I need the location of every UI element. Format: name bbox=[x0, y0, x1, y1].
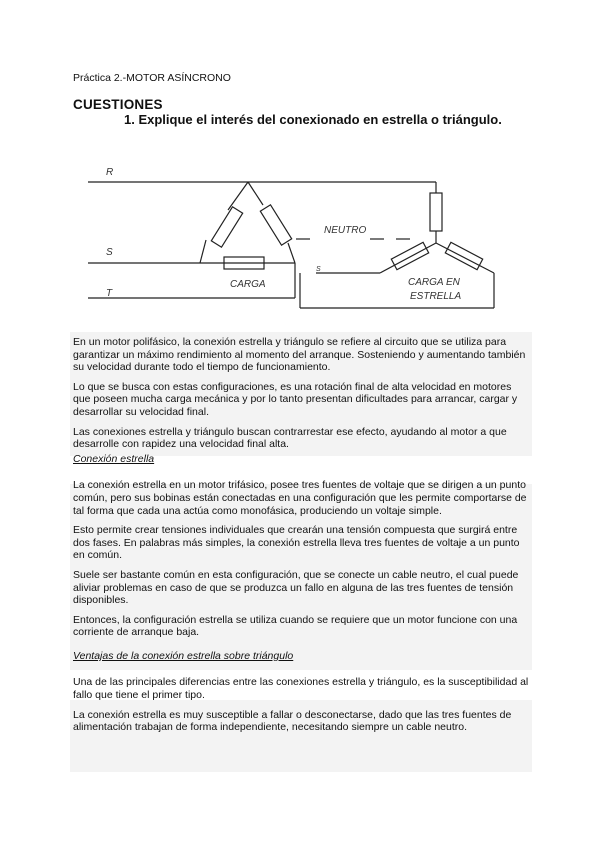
paragraph: Una de las principales diferencias entre las conexiones estrella y triángulo, es la susceptibilidad al fallo que tiene el primer tipo. bbox=[73, 676, 529, 702]
delta-resistor-right bbox=[260, 205, 291, 245]
paragraph: Entonces, la configuración estrella se utiliza cuando se requiere que un motor funcione con una corriente de arranque baja. bbox=[73, 613, 518, 639]
paragraph: Esto permite crear tensiones individuales que crearán una tensión compuesta que surgirá entre dos fases. En palabras más simples, la conexión estrella lleva tres fuentes de voltaje a un punto en común. bbox=[73, 524, 520, 562]
connection-diagram bbox=[88, 155, 528, 320]
label-carga-estrella-2: ESTRELLA bbox=[410, 291, 462, 302]
label-carga-estrella-1: CARGA EN bbox=[408, 277, 460, 288]
intro-paragraphs bbox=[73, 336, 531, 741]
section-title: CUESTIONES bbox=[73, 97, 163, 112]
paragraph: Lo que se busca con estas configuraciones, es una rotación final de alta velocidad en motores que poseen mucha carga mecánica y por lo tanto presentan dificultades para arrancar, cargar y desarrollar su velocidad final. bbox=[73, 380, 518, 418]
subheading-conexion-estrella: Conexión estrella bbox=[73, 452, 155, 465]
question-heading: 1. Explique el interés del conexionado en estrella o triángulo. bbox=[124, 112, 502, 127]
label-s: S bbox=[106, 247, 113, 258]
paragraph: La conexión estrella en un motor trifásico, posee tres fuentes de voltaje que se dirigen a un punto común, pero sus bobinas están conectadas en una configuración que les permite comportarse de tal forma que cada una actúa como monofásica, produciendo un voltaje simple. bbox=[73, 479, 527, 517]
star-resistor-left bbox=[391, 242, 428, 269]
label-carga: CARGA bbox=[230, 279, 266, 290]
delta-resistor-left bbox=[211, 207, 242, 247]
label-t: T bbox=[106, 288, 113, 299]
paragraph: En un motor polifásico, la conexión estrella y triángulo se refiere al circuito que se utiliza para garantizar un máximo rendimiento al momento del arranque. Sosteniendo y aumentando también su velocidad durante todo el tiempo de funcionamiento. bbox=[73, 336, 526, 374]
label-neutro: NEUTRO bbox=[324, 225, 367, 236]
document-header: Práctica 2.-MOTOR ASÍNCRONO bbox=[73, 72, 231, 84]
paragraph: Las conexiones estrella y triángulo buscan contrarrestar ese efecto, ayudando al motor a que desarrolle con rapidez una velocidad final alta. bbox=[73, 425, 507, 451]
subheading-ventajas: Ventajas de la conexión estrella sobre triángulo bbox=[73, 649, 294, 662]
star-resistor-top bbox=[430, 193, 442, 231]
label-s-star: S bbox=[316, 266, 321, 273]
star-resistor-right bbox=[445, 242, 482, 269]
paragraph: La conexión estrella es muy susceptible a fallar o desconectarse, dado que las tres fuentes de alimentación trabajan de forma independiente, necesitando siempre un cable neutro. bbox=[73, 708, 512, 734]
paragraph: Suele ser bastante común en esta configuración, que se conecte un cable neutro, el cual puede aliviar problemas en caso de que se produzca un fallo en alguna de las tres fuentes de tensión disponibles. bbox=[73, 568, 519, 607]
label-r: R bbox=[106, 167, 114, 178]
